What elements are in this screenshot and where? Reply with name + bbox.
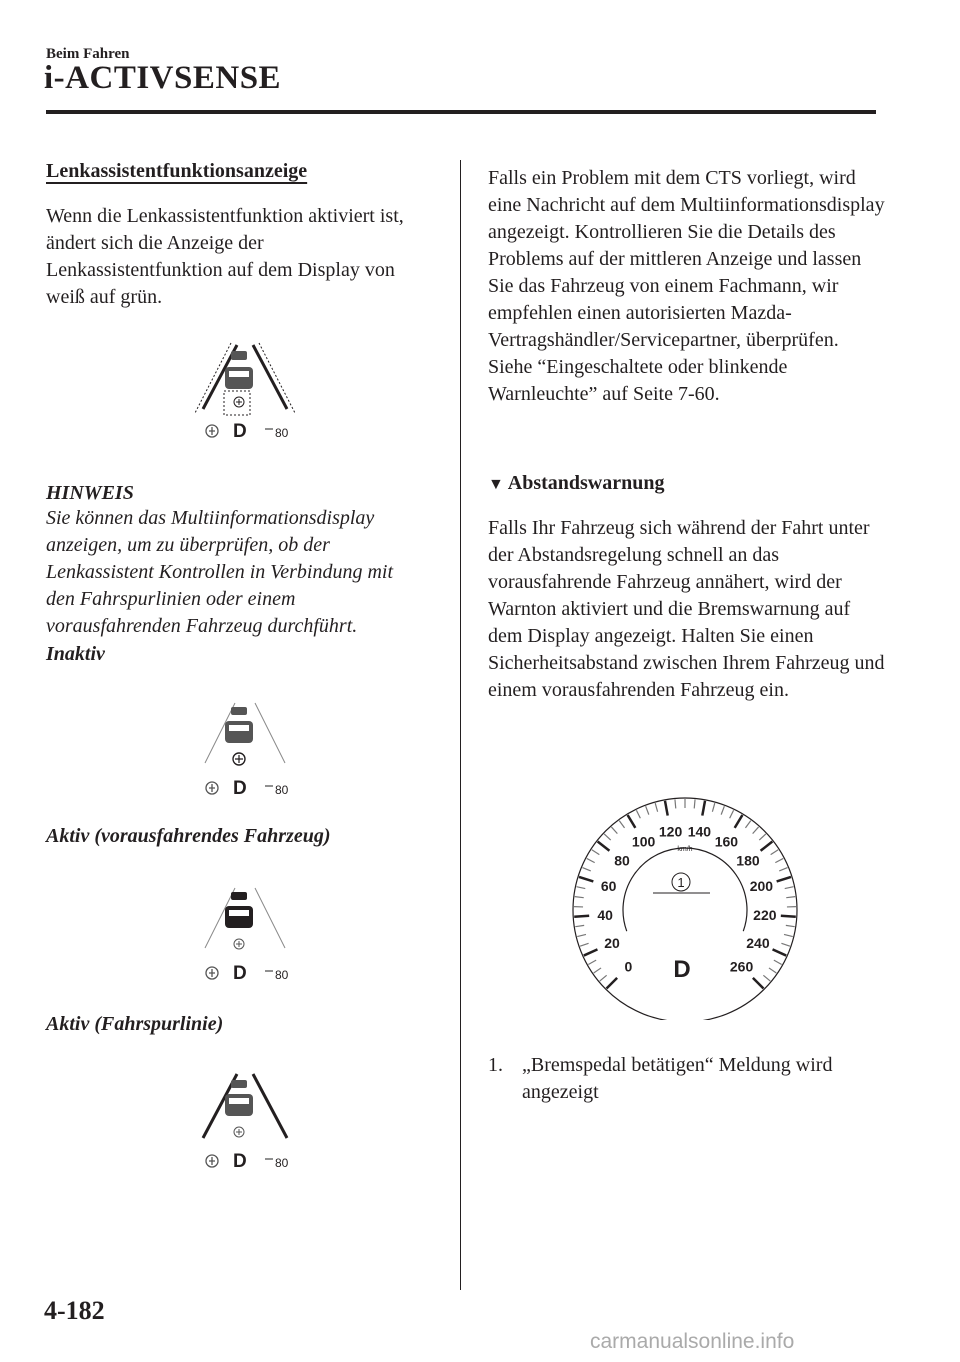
minor-tick [781,943,790,946]
list-text: „Bremspedal betätigen“ Meldung wird angezeigt [522,1054,833,1103]
minor-tick [587,858,595,862]
minor-tick [619,821,624,828]
speedo-gear: D [673,956,691,983]
minor-tick [588,960,596,964]
minor-tick [712,803,714,812]
minor-tick [745,821,750,828]
tick-label: 120 [658,823,683,840]
minor-tick [786,897,795,898]
gear-indicator: D [233,963,247,984]
minor-tick [582,868,590,871]
chapter-title: i-ACTIVSENSE [44,60,282,96]
major-tick [773,949,787,955]
minor-tick [774,960,782,964]
tick-label: 100 [631,833,656,850]
tick-label: 180 [736,852,760,869]
note-text: Sie können das Multiinformationsdisplay anzeigen, um zu überprüfen, ob der Lenkassistent Kontrollen in Verbindung mit den Fahrspurlinien oder einem vorausfahrenden Fahrzeug durchführt. [46,507,394,637]
speed-setting: 80 [275,1156,289,1170]
major-tick [781,916,796,917]
major-tick [628,815,636,828]
note-title: HINWEIS [46,482,134,504]
major-tick [579,877,593,881]
tick-label: 240 [746,934,770,951]
major-tick [574,916,589,917]
minor-tick [594,968,601,973]
subheading-abstandswarnung [488,472,664,495]
major-tick [665,801,668,816]
minor-tick [769,968,776,973]
minor-tick [611,827,617,834]
tick-label: 220 [753,906,777,923]
tick-label: 260 [729,958,754,975]
major-tick [735,815,743,828]
tick-label: 200 [749,878,774,895]
minor-tick [730,810,734,818]
tick-label: 160 [714,833,739,850]
minor-tick [655,803,657,812]
tick-label: 0 [624,958,633,975]
minor-tick [575,925,584,926]
page-number: 4-182 [44,1296,105,1325]
tick-label: 40 [597,906,613,923]
minor-tick [577,934,586,936]
left-heading: Lenkassistentfunktionsanzeige [46,160,308,182]
minor-tick [575,897,584,898]
speed-unit: km/h [677,846,693,853]
major-tick [777,877,791,881]
minor-tick [604,834,611,840]
minor-tick [675,799,676,808]
major-tick [607,978,618,989]
problem-text: Falls ein Problem mit dem CTS vorliegt, wird eine Nachricht auf dem Multiinformationsdisplay angezeigt. Kontrollieren Sie die Details des Problems auf der mittleren Anzeige und lassen Sie das Fahrzeug von einem Fachmann, wir empfehlen einen autorisierten Mazda-Vertragshändler/Servicepartner, überprüfen. [488,167,885,351]
gear-indicator: D [233,1151,247,1172]
minor-tick [784,934,793,936]
indicator-inactive-icon [195,695,295,801]
gear-indicator: D [233,778,247,799]
minor-tick [646,806,649,814]
minor-tick [600,975,607,981]
tick-label: 20 [604,934,620,951]
minor-tick [721,806,724,814]
minor-tick [576,887,585,889]
major-tick [753,978,764,989]
major-tick [761,842,773,851]
tick-label: 60 [600,878,617,895]
minor-tick [779,868,787,871]
minor-tick [694,799,695,808]
section-title: Beim Fahren [46,46,130,62]
warning-paragraph: Falls Ihr Fahrzeug sich während der Fahrt unter der Abstandsregelung schnell an das vorausfahrende Fahrzeug annähert, wird der Warnton aktiviert und die Bremswarnung auf dem Display angezeigt. Halten Sie einen Sicherheitsabstand zwischen Ihrem Fahrzeug und einem vorausfahrenden Fahrzeug ein. [488,517,885,701]
caption-inactive: Inaktiv [46,643,105,665]
gear-indicator: D [233,421,247,442]
caption-active-vehicle: Aktiv (vorausfahrendes Fahrzeug) [46,825,331,847]
minor-tick [763,975,770,981]
speedometer-illustration [560,785,810,1020]
column-divider [460,160,461,1290]
header-rule [46,110,876,114]
minor-tick [759,834,766,840]
major-tick [584,949,598,955]
tick-label: 140 [687,823,712,840]
reference-text: Siehe “Eingeschaltete oder blinkende Warnleuchte” auf Seite 7-60. [488,356,788,405]
note-block [46,482,426,666]
minor-tick [771,850,779,855]
minor-tick [580,943,589,946]
list-number: 1. [488,1054,503,1076]
indicator-active-vehicle-icon [195,880,295,986]
speed-setting: 80 [275,426,289,440]
watermark: carmanualsonline.info [590,1330,795,1353]
speed-setting: 80 [275,783,289,797]
minor-tick [753,827,759,834]
subheading-marker: ▼ [488,476,504,493]
caption-active-lane: Aktiv (Fahrspurlinie) [46,1013,224,1035]
major-tick [702,801,705,816]
indicator-active-lane-icon [195,1068,295,1174]
minor-tick [786,925,795,926]
major-tick [598,842,610,851]
speed-setting: 80 [275,968,289,982]
callout-number: 1 [677,875,685,890]
minor-tick [785,887,794,889]
intro-paragraph: Wenn die Lenkassistentfunktion aktiviert ist, ändert sich die Anzeige der Lenkassistentfunktion auf dem Display von weiß auf grün. [46,205,404,308]
minor-tick [775,858,783,862]
steering-assist-display-icon [195,335,295,443]
subheading-text: Abstandswarnung [507,472,665,494]
tick-label: 80 [614,852,630,869]
minor-tick [592,850,600,855]
problem-paragraph [488,165,888,408]
minor-tick [636,810,640,818]
